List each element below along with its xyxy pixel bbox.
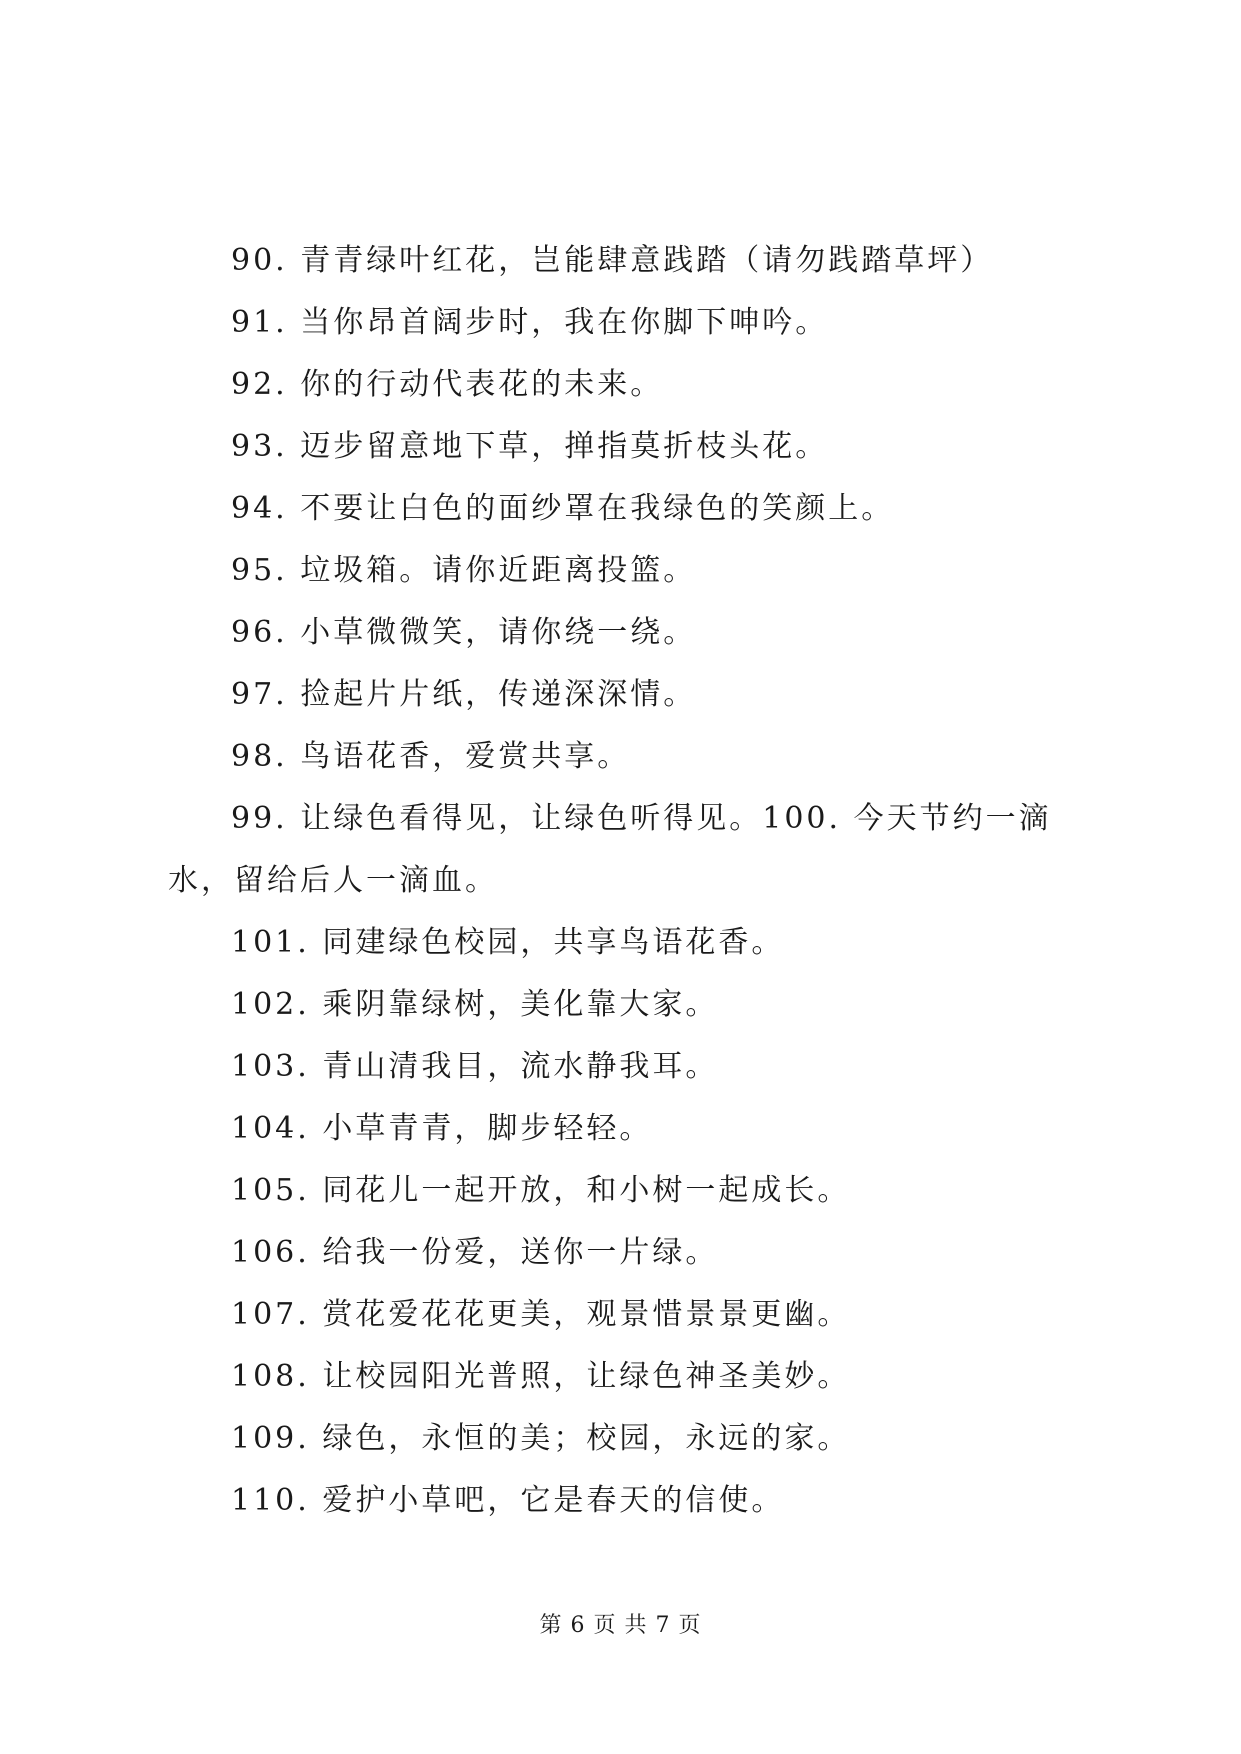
- slogan-110: 110. 爱护小草吧，它是春天的信使。: [231, 1483, 785, 1518]
- slogan-list: [168, 230, 1088, 1532]
- slogan-106: 106. 给我一份爱，送你一片绿。: [231, 1235, 719, 1270]
- slogan-104: 104. 小草青青，脚步轻轻。: [231, 1111, 653, 1146]
- slogan-109: 109. 绿色，永恒的美；校园，永远的家。: [231, 1421, 851, 1456]
- slogan-90: 90. 青青绿叶红花，岂能肆意践踏（请勿践踏草坪）: [231, 243, 994, 278]
- slogan-97: 97. 捡起片片纸，传递深深情。: [231, 677, 697, 712]
- slogan-98: 98. 鸟语花香，爱赏共享。: [231, 739, 631, 774]
- slogan-101: 101. 同建绿色校园，共享鸟语花香。: [231, 925, 785, 960]
- slogan-92: 92. 你的行动代表花的未来。: [231, 367, 664, 402]
- slogan-108: 108. 让校园阳光普照，让绿色神圣美妙。: [231, 1359, 851, 1394]
- slogan-93: 93. 迈步留意地下草，掸指莫折枝头花。: [231, 429, 829, 464]
- slogan-94: 94. 不要让白色的面纱罩在我绿色的笑颜上。: [231, 491, 895, 526]
- slogan-95: 95. 垃圾箱。请你近距离投篮。: [231, 553, 697, 588]
- page-number-footer: 第 6 页 共 7 页: [539, 1613, 702, 1638]
- slogan-102: 102. 乘阴靠绿树，美化靠大家。: [231, 987, 719, 1022]
- slogan-91: 91. 当你昂首阔步时，我在你脚下呻吟。: [231, 305, 829, 340]
- slogan-107: 107. 赏花爱花花更美，观景惜景景更幽。: [231, 1297, 851, 1332]
- slogan-99-100: 99. 让绿色看得见，让绿色听得见。100. 今天节约一滴水，留给后人一滴血。: [168, 801, 1052, 898]
- slogan-96: 96. 小草微微笑，请你绕一绕。: [231, 615, 697, 650]
- slogan-105: 105. 同花儿一起开放，和小树一起成长。: [231, 1173, 851, 1208]
- slogan-103: 103. 青山清我目，流水静我耳。: [231, 1049, 719, 1084]
